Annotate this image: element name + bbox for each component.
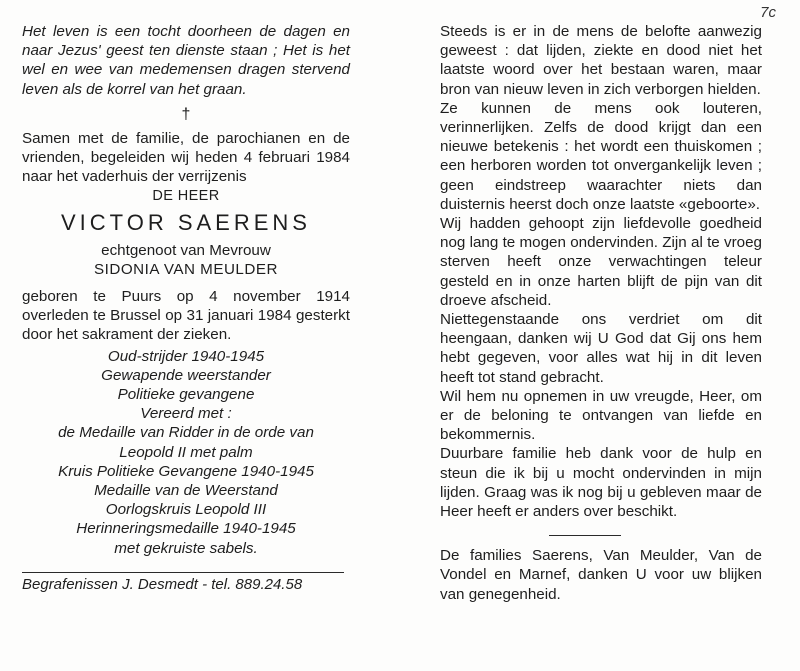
section-divider xyxy=(549,535,621,536)
deceased-title: DE HEER xyxy=(152,188,220,205)
cross-icon: † xyxy=(181,105,191,123)
honor-item: met gekruiste sabels. xyxy=(114,539,258,557)
honor-item: Oud-strijder 1940-1945 xyxy=(107,347,265,365)
honor-item: Politieke gevangene xyxy=(117,386,255,404)
honors-list xyxy=(22,347,350,558)
left-column xyxy=(22,22,350,594)
honor-item: Medaille van de Weerstand xyxy=(94,482,278,500)
honor-item: de Medaille van Ridder in de orde van xyxy=(58,424,314,442)
paragraph: Ze kunnen de mens ook louteren, verinnerlijken. Zelfs de dood krijgt dan een nieuwe betekenis : het wordt een thuiskomen ; een herboren worden tot onvergankelijk leven ; geen eindstreep waarachter niets dan duisternis heerst doch onze laatste «geboorte». xyxy=(440,99,762,213)
birth-death-info: geboren te Puurs op 4 november 1914 overleden te Brussel op 31 januari 1984 gesterkt door het sakrament der zieken. xyxy=(22,288,350,344)
honor-item: Gewapende weerstander xyxy=(101,366,271,384)
poem: Het leven is een tocht doorheen de dagen en naar Jezus' geest ten dienste staan ; Het is het wel en wee van medemensen dragen stervend leven als de korrel van het graan. xyxy=(22,23,350,98)
honor-item: Oorlogskruis Leopold III xyxy=(105,501,267,519)
right-column xyxy=(440,22,762,604)
spouse-name: SIDONIA VAN MEULDER xyxy=(94,260,278,278)
funeral-home-footer: Begrafenissen J. Desmedt - tel. 889.24.58 xyxy=(22,575,303,593)
honor-item: Leopold II met palm xyxy=(119,443,253,461)
footer-divider xyxy=(22,572,344,573)
paragraph: Duurbare familie heb dank voor de hulp en steun die ik bij u mocht ondervinden in mijn lijden. Graag was ik nog bij u gebleven maar de Heer heeft er anders over beschikt. xyxy=(440,445,762,521)
paragraph: Niettegenstaande ons verdriet om dit heengaan, danken wij U God dat Gij ons hem hebt gegeven, voor alles wat hij in dit leven heeft tot stand gebracht. xyxy=(440,311,762,386)
spouse-label: echtgenoot van Mevrouw xyxy=(101,241,271,259)
closing-thanks: De families Saerens, Van Meulder, Van de Vondel en Marnef, danken U voor uw blijken van genegenheid. xyxy=(440,547,762,603)
paragraph: Wij hadden gehoopt zijn liefdevolle goedheid nog lang te mogen ondervinden. Zijn al te vroeg sterven heeft onze verwachtingen teleur gesteld en in onze harten blijft de pijn van dit droeve afscheid. xyxy=(440,215,762,309)
paragraph: Steeds is er in de mens de belofte aanwezig geweest : dat lijden, ziekte en dood niet het laatste woord over het bestaan waren, maar bron van nieuw leven in zich verborgen hielden. xyxy=(440,23,762,98)
deceased-name: VICTOR SAERENS xyxy=(61,209,311,235)
corner-mark: 7c xyxy=(760,4,776,21)
honor-item: Vereerd met : xyxy=(140,405,232,423)
honor-item: Herinneringsmedaille 1940-1945 xyxy=(76,520,296,538)
paragraph: Wil hem nu opnemen in uw vreugde, Heer, om er de beloning te ontvangen van liefde en bekommernis. xyxy=(440,387,762,444)
announcement: Samen met de familie, de parochianen en de vrienden, begeleiden wij heden 4 februari 1984 naar het vaderhuis der verrijzenis xyxy=(22,129,350,186)
honor-item: Kruis Politieke Gevangene 1940-1945 xyxy=(58,462,314,480)
